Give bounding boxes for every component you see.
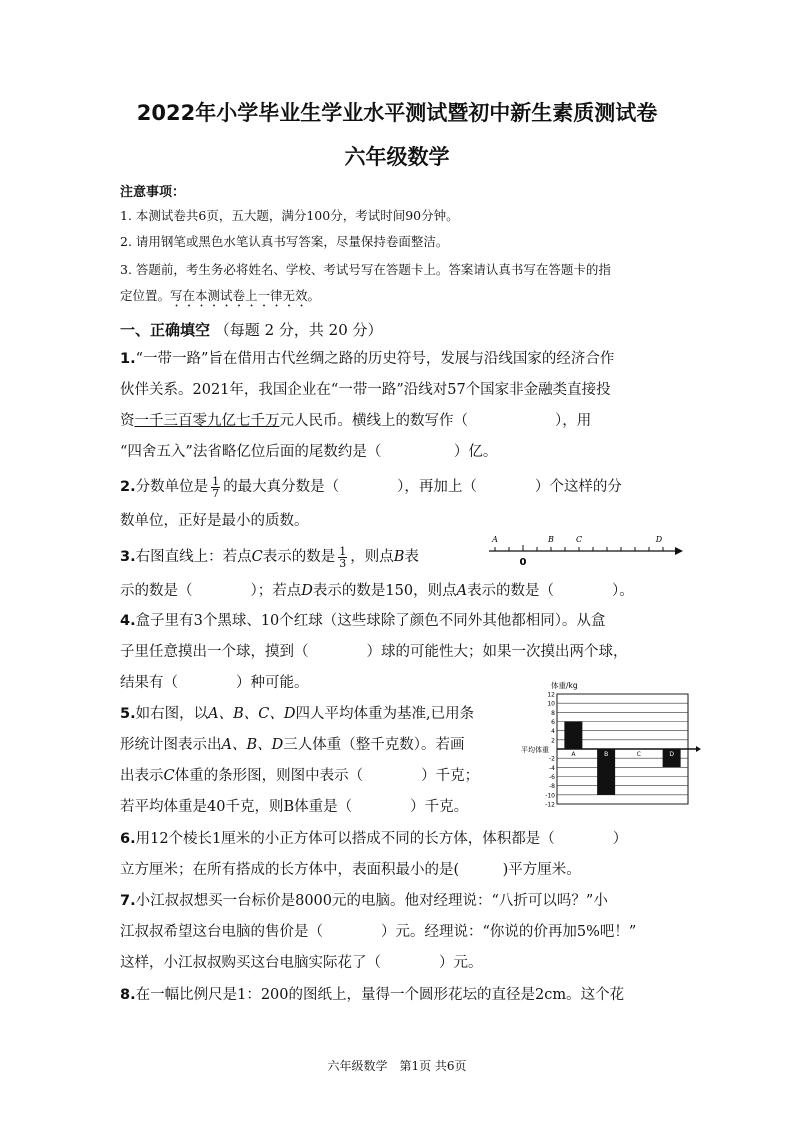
y-tick-label: 2 [551, 737, 555, 745]
category-label-b: B [604, 751, 609, 758]
y-tick-label: 12 [547, 691, 555, 699]
question-1-line-2: 伙伴关系。2021年，我国企业在“一带一路”沿线对57个国家非金融类直接投 [120, 382, 611, 398]
page-footer: 六年级数学 第1页 共6页 [327, 1059, 467, 1073]
y-tick-label: -10 [545, 792, 555, 800]
category-label-c: C [636, 751, 641, 758]
question-8: 8.在一幅比例尺是1：200的图纸上，量得一个圆形花坛的直径是2cm。这个花 [120, 987, 625, 1003]
point-label-b: B [548, 535, 554, 544]
y-tick-label: -4 [549, 764, 555, 772]
zero-label: 0 [519, 557, 527, 568]
question-5-line-2: 形统计图表示出A、B、D三人体重（整千克数）。若画 [120, 737, 465, 753]
question-6: 6.用12个棱长1厘米的小正方体可以搭成不同的长方体，体积都是（ ） [120, 831, 628, 847]
question-7-line-2: 江叔叔希望这台电脑的售价是（ ）元。经理说：“你说的价再加5%吧！” [120, 924, 637, 940]
y-tick-label: 8 [551, 709, 555, 717]
question-4-line-2: 子里任意摸出一个球，摸到（ ）球的可能性大；如果一次摸出两个球， [120, 644, 628, 660]
question-5-line-4: 若平均体重是40千克，则B体重是（ ）千克。 [120, 799, 469, 815]
question-5: 5.如右图，以A、B、C、D四人平均体重为基准,已用条 [120, 706, 475, 722]
page-title: 2022年小学毕业生学业水平测试暨初中新生素质测试卷 [136, 101, 658, 125]
fraction-one-seventh: $\frac{1}{7}$ [212, 474, 220, 500]
notice-item-2: 2. 请用钢笔或黑色水笔认真书写答案，尽量保持卷面整洁。 [120, 234, 449, 249]
question-1-line-3: 资一千三百零九亿七千万元人民币。横线上的数写作（ ），用 [120, 413, 592, 429]
question-3: 3.右图直线上：若点C表示的数是 $\frac{1}{3}$ ，则点B表 [120, 544, 419, 570]
point-label-a: A [492, 535, 498, 544]
question-4-line-3: 结果有（ ）种可能。 [120, 675, 309, 691]
question-1-line-4: “四舍五入”法省略亿位后面的尾数约是（ ）亿。 [120, 444, 498, 460]
y-axis-label: 体重/kg [551, 681, 578, 690]
weight-bar-chart [521, 674, 700, 814]
question-2: 2.分数单位是 $\frac{1}{7}$ 的最大真分数是（ ），再加上（ ）个这样的分 [120, 474, 622, 500]
point-label-c: C [575, 535, 583, 544]
question-2-line-2: 数单位，正好是最小的质数。 [120, 513, 309, 529]
y-tick-label: 4 [551, 728, 555, 736]
y-tick-label: -2 [549, 755, 555, 763]
point-label-d: D [655, 535, 663, 544]
number-line [485, 530, 685, 570]
emphasized-text: 写在本测试卷上一律无效 [170, 288, 308, 303]
underlined-number: 一千三百零九亿七千万 [134, 413, 280, 429]
question-4: 4.盒子里有3个黑球、10个红球（这些球除了颜色不同外其他都相同）。从盒 [120, 613, 606, 629]
question-6-line-2: 立方厘米；在所有搭成的长方体中，表面积最小的是( )平方厘米。 [120, 862, 581, 878]
notice-item-3-cont: 定位置。写在本测试卷上一律无效。 [120, 288, 321, 303]
fraction-one-third: $\frac{1}{3}$ [339, 544, 347, 570]
question-7: 7.小江叔叔想买一台标价是8000元的电脑。他对经理说：“八折可以吗？”小 [120, 893, 608, 909]
page-subtitle: 六年级数学 [344, 145, 450, 169]
y-tick-label: -12 [545, 801, 555, 809]
section-1-heading: 一、正确填空 （每题 2 分，共 20 分） [120, 321, 383, 339]
y-tick-label: -8 [549, 783, 555, 791]
baseline-label: 平均体重 [521, 746, 549, 754]
question-7-line-3: 这样，小江叔叔购买这台电脑实际花了（ ）元。 [120, 955, 483, 971]
bar-a [564, 722, 582, 750]
notice-item-3: 3. 答题前，考生务必将姓名、学校、考试号写在答题卡上。答案请认真书写在答题卡的指 [120, 262, 611, 277]
y-tick-label: -6 [549, 774, 555, 781]
category-label-d: D [669, 751, 674, 758]
question-5-line-3: 出表示C体重的条形图，则图中表示（ ）千克； [120, 768, 480, 784]
question-3-line-2: 示的数是（ ）；若点D表示的数是150，则点A表示的数是（ ）。 [120, 583, 634, 599]
category-label-a: A [571, 751, 576, 758]
baseline-arrow [696, 746, 701, 752]
question-1: 1.“一带一路”旨在借用古代丝绸之路的历史符号，发展与沿线国家的经济合作 [120, 351, 615, 367]
y-tick-label: 10 [547, 700, 555, 708]
notice-item-1: 1. 本测试卷共6页，五大题，满分100分，考试时间90分钟。 [120, 208, 459, 223]
y-tick-label: 6 [551, 719, 555, 726]
notice-heading: 注意事项： [120, 185, 186, 200]
